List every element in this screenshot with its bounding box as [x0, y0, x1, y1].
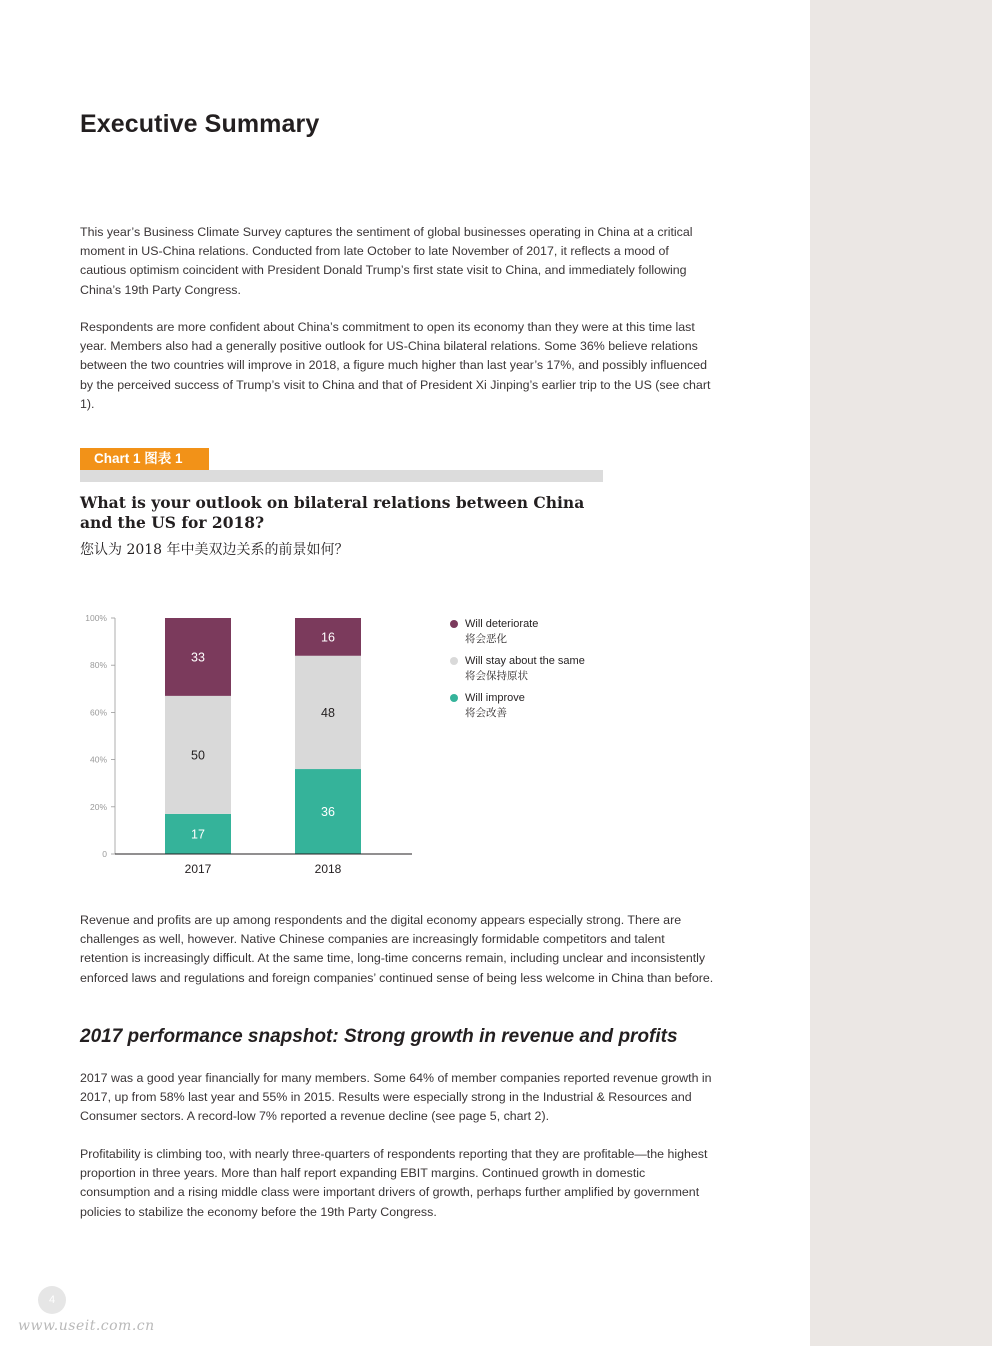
legend-item-same — [450, 654, 650, 684]
section-heading: 2017 performance snapshot: Strong growth in revenue and profits — [80, 1026, 678, 1047]
chart-label: Chart 1 图表 1 — [80, 448, 209, 470]
y-tick-label: 20% — [89, 801, 107, 812]
page-sidebar — [810, 0, 992, 1346]
chart-legend — [450, 617, 650, 728]
y-tick-label: 80% — [89, 660, 107, 671]
chart-divider — [80, 470, 603, 482]
outlook-paragraph: Respondents are more confident about China’s commitment to open its economy than they were at this time last year. Members also had a generally positive outlook for US-China bilateral relations. Some 36% believe relations between the two countries will improve in 2018, a figure much higher than last year’s 17%, and possibly influenced by the perceived success of Trump’s visit to China and that of President Xi Jinping’s earlier trip to the US (see chart 1). — [80, 320, 711, 411]
bar-value-label: 17 — [191, 827, 205, 842]
y-tick-label: 0 — [102, 849, 107, 859]
legend-label-cn: 将会改善 — [465, 707, 507, 719]
legend-label-cn: 将会恶化 — [465, 633, 507, 645]
y-tick-label: 60% — [89, 707, 107, 718]
legend-item-improve — [450, 691, 650, 721]
challenges-paragraph: Revenue and profits are up among respondents and the digital economy appears especially strong. There are challenges as well, however. Native Chinese companies are increasingly formidable competitors and talent retention is increasingly difficult. At the same time, long-time concerns remain, including unclear and inconsistently enforced laws and regulations and foreign companies’ continued sense of being less welcome in China than before. — [80, 913, 714, 985]
chart-question-en: What is your outlook on bilateral relations between China and the US for 2018? — [80, 493, 585, 532]
bar-value-label: 48 — [321, 705, 335, 720]
profitability-paragraph: Profitability is climbing too, with nearly three-quarters of respondents reporting that they are profitable—the highest proportion in three years. More than half report expanding EBIT margins. Continued growth in domestic consumption and a rising middle class were important drivers of growth, perhaps further amplified by government policies to stabilize the economy before the 19th Party Congress. — [80, 1147, 708, 1219]
legend-dot-improve — [450, 694, 458, 702]
legend-label-en: Will improve — [465, 692, 525, 704]
page-number: 4 — [38, 1286, 66, 1314]
legend-dot-deteriorate — [450, 620, 458, 628]
bar-value-label: 33 — [191, 650, 205, 665]
outlook-stacked-bar-chart — [70, 600, 430, 890]
y-tick-label: 40% — [89, 754, 107, 765]
legend-label-en: Will stay about the same — [465, 655, 585, 667]
legend-label-en: Will deteriorate — [465, 618, 539, 630]
chart-question-cn: 您认为 2018 年中美双边关系的前景如何？ — [80, 542, 349, 558]
legend-item-deteriorate — [450, 617, 650, 647]
legend-dot-same — [450, 657, 458, 665]
bar-value-label: 36 — [321, 805, 335, 820]
intro-paragraph: This year’s Business Climate Survey captures the sentiment of global businesses operating in China at a critical moment in US-China relations. Conducted from late October to late November of 2017, it reflects a mood of cautious optimism coincident with President Donald Trump’s first state visit to China, and immediately following China’s 19th Party Congress. — [80, 225, 693, 297]
legend-label-cn: 将会保持原状 — [465, 670, 528, 682]
watermark: www.useit.com.cn — [18, 1318, 155, 1334]
revenue-paragraph: 2017 was a good year financially for many members. Some 64% of member companies reported revenue growth in 2017, up from 58% last year and 55% in 2015. Results were especially strong in the Industrial & Resources and Consumer sectors. A record-low 7% reported a revenue decline (see page 5, chart 2). — [80, 1071, 712, 1124]
x-tick-label: 2017 — [184, 862, 212, 876]
bar-value-label: 16 — [321, 630, 335, 645]
y-tick-label: 100% — [85, 613, 107, 623]
page-title: Executive Summary — [80, 110, 320, 138]
bar-value-label: 50 — [191, 748, 205, 763]
x-tick-label: 2018 — [314, 862, 342, 876]
